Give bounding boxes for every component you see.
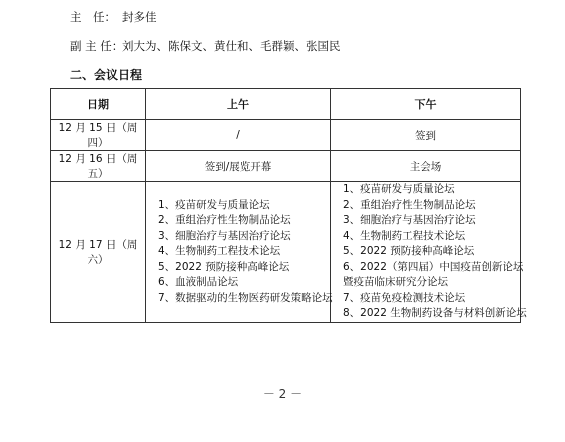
row-afternoon-sessions <box>331 182 527 323</box>
deputy-director-label: 副 主 任： <box>70 39 124 53</box>
morning-session-list <box>146 198 333 307</box>
table-header-row <box>51 89 521 120</box>
table-row <box>51 120 521 151</box>
list-item: 5、2022 预防接种高峰论坛 <box>158 260 290 273</box>
row-morning: 签到/展览开幕 <box>146 151 331 182</box>
page-number: － 2 － <box>262 387 303 401</box>
deputy-director-line <box>70 38 341 54</box>
afternoon-session-list <box>331 182 527 322</box>
director-label: 主 任： <box>70 10 116 24</box>
list-item: 2、重组治疗性生物制品论坛 <box>158 214 291 226</box>
schedule-table <box>50 88 527 323</box>
column-header-date: 日期 <box>51 89 146 120</box>
list-item: 1、疫苗研发与质量论坛 <box>158 198 270 211</box>
list-item: 暨疫苗临床研究分论坛 <box>343 276 448 288</box>
section-title: 二、会议日程 <box>70 68 143 82</box>
row-morning-sessions <box>146 182 331 323</box>
list-item: 8、2022 生物制药设备与材料创新论坛 <box>343 307 527 319</box>
list-item: 7、疫苗免疫检测技术论坛 <box>343 291 466 304</box>
list-item: 3、细胞治疗与基因治疗论坛 <box>158 229 291 242</box>
director-line <box>70 9 157 25</box>
list-item: 7、数据驱动的生物医药研发策略论坛 <box>158 291 333 304</box>
director-name: 封多佳 <box>122 10 157 24</box>
list-item: 1、疫苗研发与质量论坛 <box>343 183 455 195</box>
row-afternoon: 主会场 <box>331 151 521 182</box>
list-item: 4、生物制药工程技术论坛 <box>343 229 466 242</box>
list-item: 3、细胞治疗与基因治疗论坛 <box>343 214 476 226</box>
column-header-afternoon: 下午 <box>331 89 521 120</box>
row-date: 12 月 16 日（周五） <box>51 151 146 182</box>
column-header-morning: 上午 <box>146 89 331 120</box>
table-row <box>51 182 521 323</box>
list-item: 6、血液制品论坛 <box>158 276 239 288</box>
list-item: 4、生物制药工程技术论坛 <box>158 245 281 257</box>
list-item: 5、2022 预防接种高峰论坛 <box>343 245 475 257</box>
row-date: 12 月 17 日（周六） <box>51 182 146 323</box>
table-row <box>51 151 521 182</box>
row-date: 12 月 15 日（周四） <box>51 120 146 151</box>
row-morning: / <box>146 120 331 151</box>
row-afternoon: 签到 <box>331 120 521 151</box>
list-item: 2、重组治疗性生物制品论坛 <box>343 198 476 211</box>
deputy-director-names: 刘大为、陈保文、黄仕和、毛群颖、张国民 <box>122 39 341 53</box>
list-item: 6、2022（第四届）中国疫苗创新论坛 <box>343 260 524 273</box>
